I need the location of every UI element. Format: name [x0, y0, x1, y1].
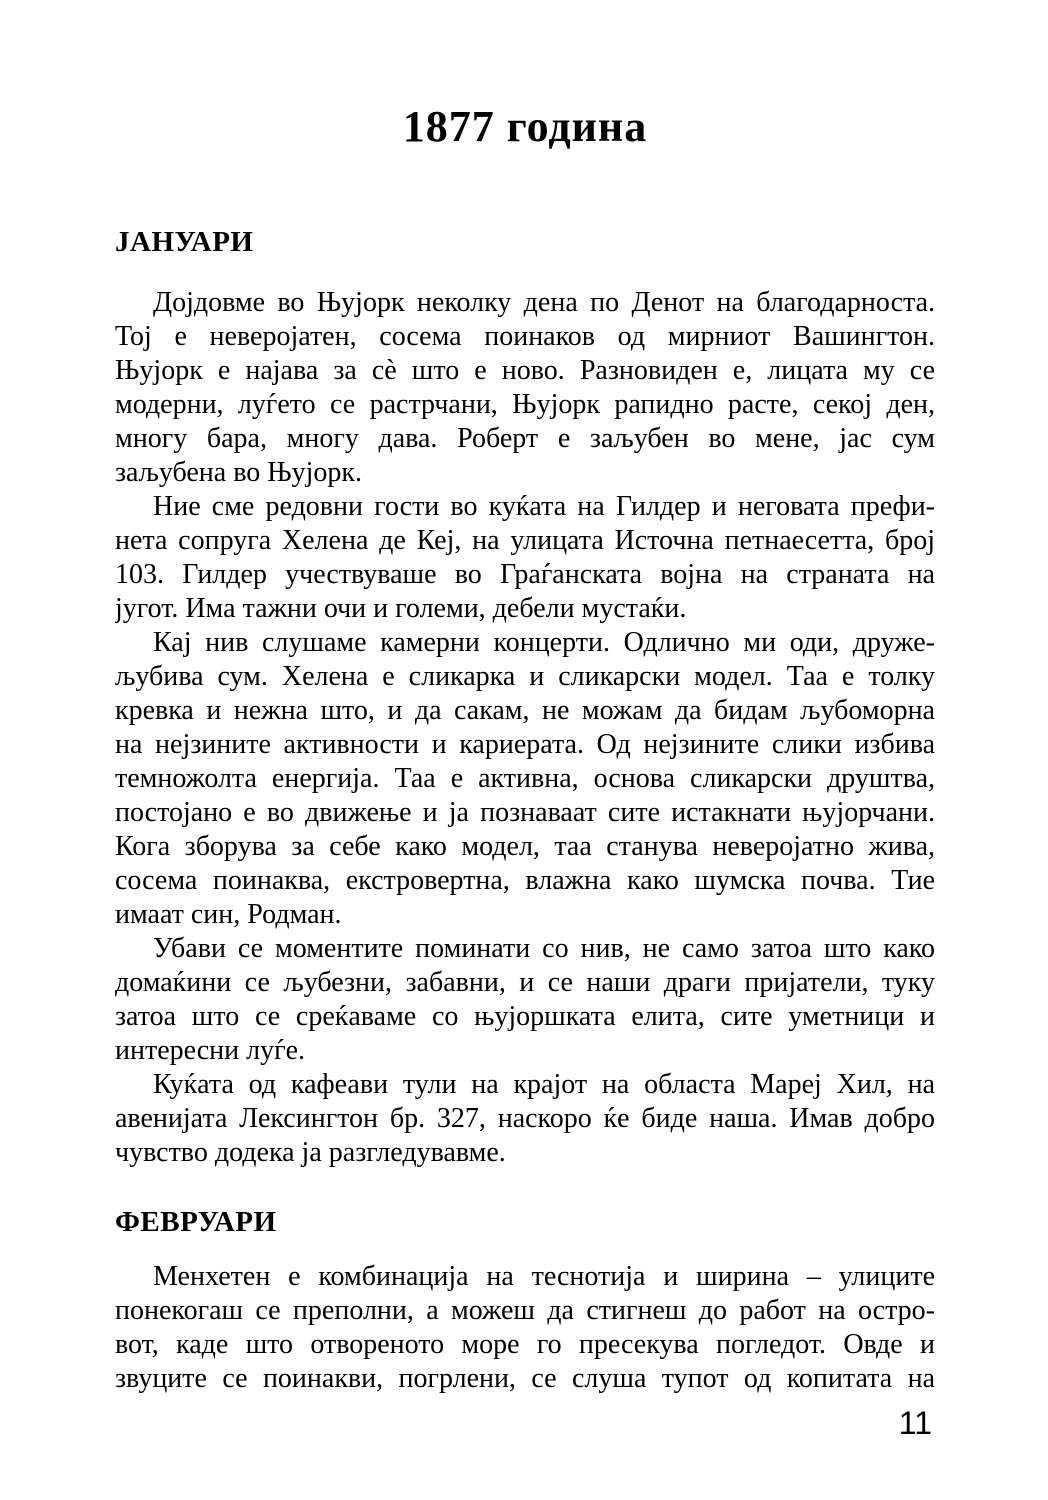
text-line: Ние сме редовни гости во куќата на Гилдер и неговата префи-: [153, 491, 935, 522]
text-line: домаќини се љубезни, забавни, и се наши драги пријатели, туку: [115, 967, 935, 998]
text-line: вот, каде што отвореното море го пресекува погледот. Овде и: [115, 1329, 935, 1360]
text-line: на нејзините активности и кариерата. Од нејзините слики избива: [115, 729, 935, 760]
section-heading: ФЕВРУАРИ: [115, 1206, 277, 1238]
text-line: Тој е неверојатен, сосема поинаков од мирниот Вашингтон.: [115, 321, 935, 352]
text-line: Менхетен е комбинација на теснотија и ширина – улиците: [153, 1261, 935, 1292]
page-number: 11: [898, 1405, 932, 1441]
text-line: звуците се поинакви, погрлени, се слуша тупот од копитата на: [115, 1363, 935, 1394]
text-line: Њујорк е најава за сè што е ново. Разновиден е, лицата му се: [115, 355, 935, 386]
section: [115, 224, 935, 1170]
paragraph: [115, 932, 935, 1068]
paragraph: [115, 490, 935, 626]
text-line: нета сопруга Хелена де Кеј, на улицата Источна петнаесетта, број: [115, 525, 935, 556]
paragraph: [115, 286, 935, 490]
text-line: Кога зборува за себе како модел, таа станува неверојатно жива,: [115, 831, 935, 862]
text-line: Кај нив слушаме камерни концерти. Одлично ми оди, друже-: [153, 627, 935, 658]
paragraph: [115, 626, 935, 932]
page-title: 1877 година: [402, 102, 648, 151]
paragraph: [115, 1068, 935, 1170]
text-line: авенијата Лексингтон бр. 327, наскоро ќе биде наша. Имав добро: [115, 1103, 935, 1134]
text-line: многу бара, многу дава. Роберт е заљубен во мене, јас сум: [115, 423, 935, 454]
text-line: кревка и нежна што, и да сакам, не можам да бидам љубоморна: [115, 695, 935, 726]
text-line: темножолта енергија. Таа е активна, основа сликарски друштва,: [115, 763, 935, 794]
text-line: Убави се моментите поминати со нив, не само затоа што како: [153, 933, 935, 964]
text-line: понекогаш се преполни, а можеш да стигнеш до работ на остро-: [115, 1295, 935, 1326]
section-heading: ЈАНУАРИ: [115, 226, 254, 258]
text-line: интересни луѓе.: [115, 1035, 306, 1066]
text-line: југот. Има тажни очи и големи, дебели мустаќи.: [115, 593, 687, 624]
text-line: модерни, луѓето се растрчани, Њујорк рапидно расте, секој ден,: [115, 389, 935, 420]
text-line: чувство додека ја разгледувавме.: [115, 1137, 506, 1168]
section: [115, 1204, 935, 1396]
text-block: [115, 0, 935, 1396]
text-line: сосема поинаква, екстровертна, влажна како шумска почва. Тие: [115, 865, 935, 896]
text-line: Дојдовме во Њујорк неколку дена по Денот на благодарноста.: [153, 287, 935, 318]
text-line: постојано е во движење и ја познаваат сите истакнати њујорчани.: [115, 797, 935, 828]
sections-container: [115, 224, 935, 1396]
text-line: 103. Гилдер учествуваше во Граѓанската војна на страната на: [115, 559, 935, 590]
text-line: Куќата од кафеави тули на крајот на областа Мареј Хил, на: [153, 1069, 935, 1100]
text-line: љубива сум. Хелена е сликарка и сликарски модел. Таа е толку: [115, 661, 935, 692]
text-line: имаат син, Родман.: [115, 899, 342, 930]
paragraph: [115, 1260, 935, 1396]
text-line: затоа што се среќаваме со њујоршката елита, сите уметници и: [115, 1001, 935, 1032]
text-line: заљубена во Њујорк.: [115, 457, 363, 488]
